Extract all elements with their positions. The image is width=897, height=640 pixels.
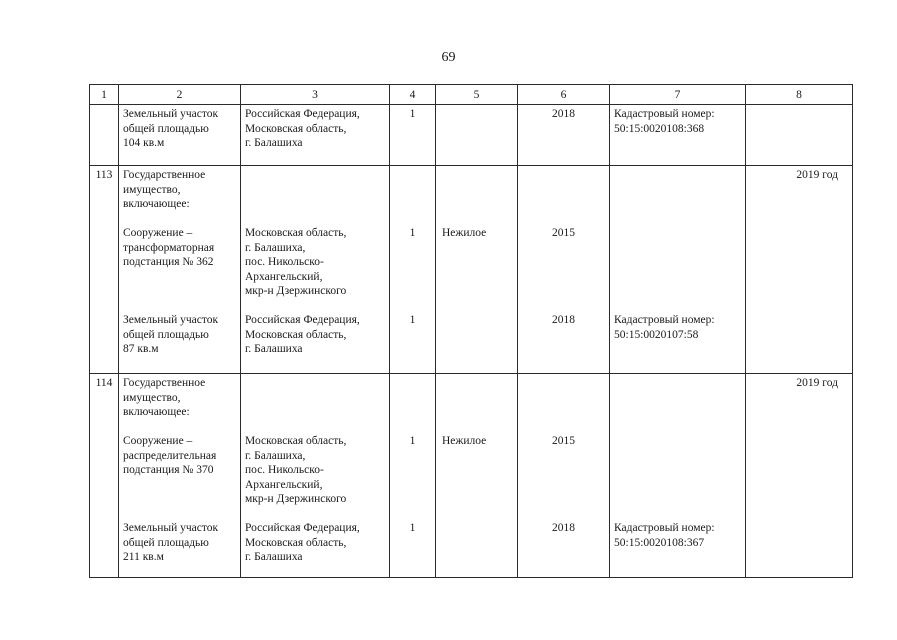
quantity bbox=[390, 166, 435, 224]
quantity: 1 bbox=[409, 435, 416, 447]
purpose bbox=[436, 374, 517, 432]
column-header: 1 bbox=[90, 85, 119, 105]
note-cell bbox=[610, 166, 746, 374]
quantity: 1 bbox=[409, 108, 416, 120]
object-name: Государственное имущество, включающее: bbox=[123, 377, 206, 418]
year: 2015 bbox=[552, 227, 575, 239]
year: 2018 bbox=[552, 108, 575, 120]
address: Московская область, г. Балашиха, пос. Никольско- Архангельский, мкр-н Дзержинского bbox=[245, 227, 347, 297]
quantity: 1 bbox=[409, 522, 416, 534]
cadastral-note: Кадастровый номер: 50:15:0020107:58 bbox=[614, 314, 715, 341]
address-cell bbox=[241, 166, 390, 374]
row-number: 113 bbox=[95, 169, 113, 181]
page-number: 69 bbox=[441, 50, 456, 65]
purpose: Нежилое bbox=[442, 435, 487, 447]
object-name-cell bbox=[119, 166, 241, 374]
address bbox=[241, 374, 389, 432]
quantity: 1 bbox=[409, 227, 416, 239]
transfer-date bbox=[746, 105, 852, 107]
row-number-cell bbox=[90, 105, 119, 166]
purpose bbox=[436, 519, 517, 521]
object-name: Сооружение – трансформаторная подстанция № 362 bbox=[123, 227, 215, 268]
object-name-cell bbox=[119, 374, 241, 578]
column-header: 4 bbox=[390, 85, 436, 105]
object-name: Земельный участок общей площадью 104 кв.м bbox=[123, 108, 219, 149]
column-header: 3 bbox=[241, 85, 390, 105]
purpose-cell bbox=[436, 166, 518, 374]
purpose: Нежилое bbox=[442, 227, 487, 239]
row-number-cell bbox=[90, 374, 119, 578]
quantity-cell bbox=[390, 105, 436, 166]
note-cell bbox=[610, 374, 746, 578]
address: Московская область, г. Балашиха, пос. Никольско- Архангельский, мкр-н Дзержинского bbox=[245, 435, 347, 505]
purpose bbox=[436, 166, 517, 224]
note-cell bbox=[610, 105, 746, 166]
year-cell bbox=[518, 105, 610, 166]
year: 2018 bbox=[552, 522, 575, 534]
address-cell bbox=[241, 105, 390, 166]
address: Российская Федерация, Московская область, г. Балашиха bbox=[245, 314, 360, 355]
table-row bbox=[90, 166, 853, 374]
year-cell bbox=[518, 166, 610, 374]
object-name: Сооружение – распределительная подстанция № 370 bbox=[123, 435, 217, 476]
column-header: 7 bbox=[610, 85, 746, 105]
table-header-row bbox=[90, 85, 853, 105]
cadastral-note bbox=[610, 432, 745, 519]
year: 2015 bbox=[552, 435, 575, 447]
purpose bbox=[436, 311, 517, 313]
cadastral-note bbox=[610, 166, 745, 224]
row-number: 114 bbox=[95, 377, 113, 389]
quantity: 1 bbox=[409, 314, 416, 326]
address-cell bbox=[241, 374, 390, 578]
quantity-cell bbox=[390, 374, 436, 578]
transfer-date: 2019 год bbox=[796, 169, 838, 181]
column-header: 2 bbox=[119, 85, 241, 105]
cadastral-note bbox=[610, 224, 745, 311]
year bbox=[518, 374, 609, 432]
table-row bbox=[90, 105, 853, 166]
cadastral-note: Кадастровый номер: 50:15:0020108:367 bbox=[614, 522, 715, 549]
table-row bbox=[90, 374, 853, 578]
property-register-table bbox=[89, 84, 853, 578]
purpose bbox=[436, 105, 517, 107]
year: 2018 bbox=[552, 314, 575, 326]
object-name: Земельный участок общей площадью 211 кв.м bbox=[123, 522, 219, 563]
transfer-date: 2019 год bbox=[796, 377, 838, 389]
purpose-cell bbox=[436, 105, 518, 166]
column-header: 8 bbox=[746, 85, 853, 105]
quantity bbox=[390, 374, 435, 432]
object-name: Земельный участок общей площадью 87 кв.м bbox=[123, 314, 219, 355]
row-number-cell bbox=[90, 166, 119, 374]
quantity-cell bbox=[390, 166, 436, 374]
date-cell bbox=[746, 105, 853, 166]
object-name-cell bbox=[119, 105, 241, 166]
cadastral-note: Кадастровый номер: 50:15:0020108:368 bbox=[614, 108, 715, 135]
date-cell bbox=[746, 166, 853, 374]
address: Российская Федерация, Московская область, г. Балашиха bbox=[245, 108, 360, 149]
address bbox=[241, 166, 389, 224]
column-header: 5 bbox=[436, 85, 518, 105]
year-cell bbox=[518, 374, 610, 578]
column-header: 6 bbox=[518, 85, 610, 105]
date-cell bbox=[746, 374, 853, 578]
address: Российская Федерация, Московская область, г. Балашиха bbox=[245, 522, 360, 563]
year bbox=[518, 166, 609, 224]
object-name: Государственное имущество, включающее: bbox=[123, 169, 206, 210]
cadastral-note bbox=[610, 374, 745, 432]
purpose-cell bbox=[436, 374, 518, 578]
